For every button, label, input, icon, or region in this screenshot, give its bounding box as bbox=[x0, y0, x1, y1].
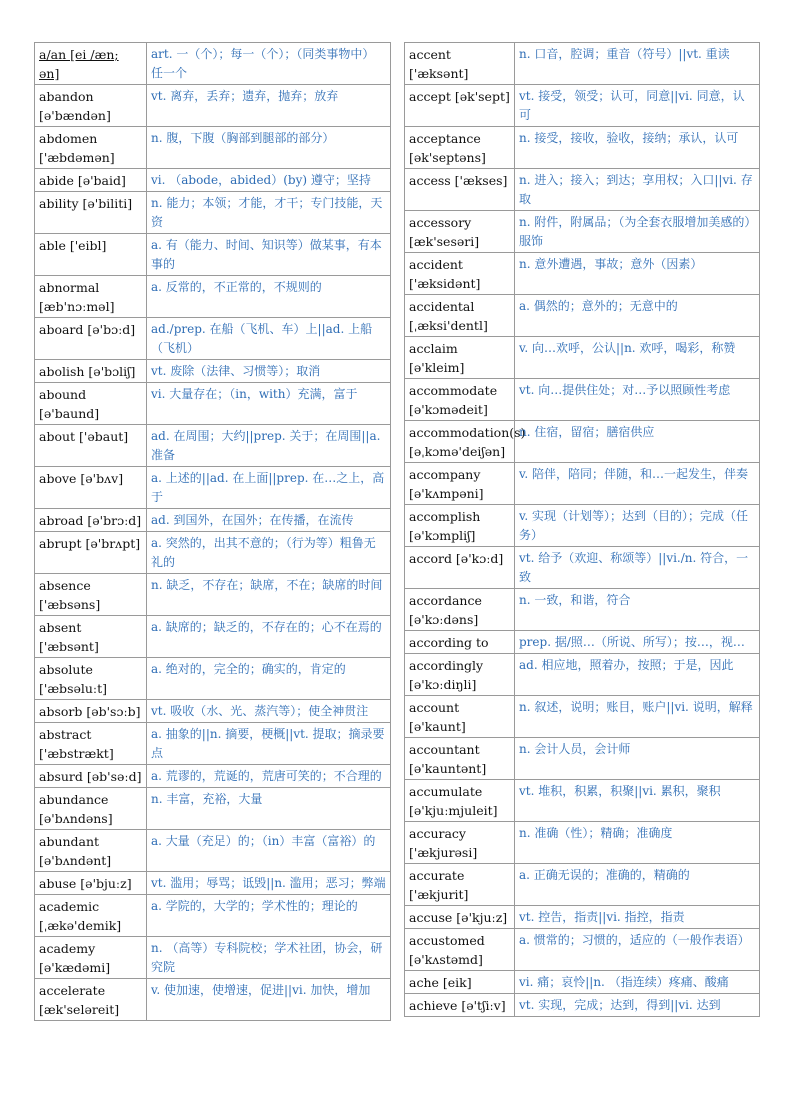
vocab-definition: vt. 堆积，积累，积聚||vi. 累积，聚积 bbox=[515, 780, 760, 822]
vocab-definition: ad. 相应地，照着办，按照；于是，因此 bbox=[515, 654, 760, 696]
vocab-word: absent ['æbsənt] bbox=[35, 616, 147, 658]
vocab-row bbox=[405, 994, 760, 1017]
vocab-definition: prep. 据/照…（所说、所写）；按…，视… bbox=[515, 631, 760, 654]
vocab-definition: vt. 控告，指责||vi. 指控，指责 bbox=[515, 906, 760, 929]
vocab-definition: a. 突然的，出其不意的；（行为等）粗鲁无礼的 bbox=[147, 532, 391, 574]
vocab-word: acceptance [ək'septəns] bbox=[405, 127, 515, 169]
vocab-row bbox=[405, 421, 760, 463]
vocab-definition: n. 准确（性）；精确；准确度 bbox=[515, 822, 760, 864]
vocab-row bbox=[405, 295, 760, 337]
vocab-word: absolute ['æbsəluːt] bbox=[35, 658, 147, 700]
vocab-word: accountant [ə'kauntənt] bbox=[405, 738, 515, 780]
vocab-definition: vt. 实现，完成；达到，得到||vi. 达到 bbox=[515, 994, 760, 1017]
vocab-definition: n. 叙述，说明；账目，账户||vi. 说明，解释 bbox=[515, 696, 760, 738]
vocab-row bbox=[405, 337, 760, 379]
vocab-row bbox=[405, 738, 760, 780]
vocab-word: abundant [ə'bʌndənt] bbox=[35, 830, 147, 872]
vocab-word: accuracy ['ækjurəsi] bbox=[405, 822, 515, 864]
vocab-word: abuse [ə'bjuːz] bbox=[35, 872, 147, 895]
vocab-word: accomplish [ə'kɔmpliʃ] bbox=[405, 505, 515, 547]
vocab-row bbox=[405, 379, 760, 421]
vocab-definition: a. 抽象的||n. 摘要，梗概||vt. 提取；摘录要点 bbox=[147, 723, 391, 765]
vocab-word: able ['eibl] bbox=[35, 234, 147, 276]
vocab-row bbox=[405, 906, 760, 929]
vocab-definition: n. 丰富，充裕，大量 bbox=[147, 788, 391, 830]
vocab-row bbox=[35, 765, 391, 788]
vocab-word: accumulate [ə'kjuːmjuleit] bbox=[405, 780, 515, 822]
vocab-word: account [ə'kaunt] bbox=[405, 696, 515, 738]
vocab-definition: a. 正确无误的；准确的，精确的 bbox=[515, 864, 760, 906]
vocab-definition: vi. （abode，abided）(by) 遵守；坚持 bbox=[147, 169, 391, 192]
vocab-word: abundance [ə'bʌndəns] bbox=[35, 788, 147, 830]
vocab-row bbox=[405, 547, 760, 589]
vocab-row bbox=[35, 616, 391, 658]
vocab-definition: n. （高等）专科院校；学术社团，协会，研究院 bbox=[147, 937, 391, 979]
vocab-word: accidental [ˌæksi'dentl] bbox=[405, 295, 515, 337]
vocab-definition: n. 腹，下腹（胸部到腿部的部分） bbox=[147, 127, 391, 169]
vocab-definition: a. 绝对的，完全的；确实的，肯定的 bbox=[147, 658, 391, 700]
vocab-row bbox=[35, 234, 391, 276]
vocab-word: absence ['æbsəns] bbox=[35, 574, 147, 616]
vocab-word: absorb [əb'sɔːb] bbox=[35, 700, 147, 723]
vocab-row bbox=[405, 864, 760, 906]
vocab-word: accordingly [ə'kɔːdiŋli] bbox=[405, 654, 515, 696]
vocab-row bbox=[35, 425, 391, 467]
vocab-word: accident ['æksidənt] bbox=[405, 253, 515, 295]
vocab-definition: n. 进入；接入；到达；享用权；入口||vi. 存取 bbox=[515, 169, 760, 211]
vocab-definition: a. 上述的||ad. 在上面||prep. 在…之上，高于 bbox=[147, 467, 391, 509]
vocab-definition: n. 口音，腔调；重音（符号）||vt. 重读 bbox=[515, 43, 760, 85]
vocab-definition: v. 陪伴，陪同；伴随，和…一起发生，伴奏 bbox=[515, 463, 760, 505]
vocab-row bbox=[405, 822, 760, 864]
vocab-row bbox=[35, 85, 391, 127]
vocab-word: absurd [əb'səːd] bbox=[35, 765, 147, 788]
vocab-row bbox=[405, 85, 760, 127]
vocabulary-table-right bbox=[404, 42, 760, 1017]
vocab-definition: n. 接受，接收，验收，接纳；承认，认可 bbox=[515, 127, 760, 169]
vocabulary-table-left-body bbox=[35, 43, 391, 1021]
vocab-row bbox=[35, 532, 391, 574]
vocab-definition: ad. 在周围；大约||prep. 关于；在周围||a. 准备 bbox=[147, 425, 391, 467]
vocab-row bbox=[405, 654, 760, 696]
vocab-word: a/an [ei /æn; ən] bbox=[35, 43, 147, 85]
vocab-row bbox=[35, 872, 391, 895]
vocab-definition: n. 住宿，留宿；膳宿供应 bbox=[515, 421, 760, 463]
vocab-word: ache [eik] bbox=[405, 971, 515, 994]
vocab-word: aboard [ə'bɔːd] bbox=[35, 318, 147, 360]
vocab-word: achieve [ə'tʃiːv] bbox=[405, 994, 515, 1017]
vocab-definition: a. 缺席的；缺乏的，不存在的；心不在焉的 bbox=[147, 616, 391, 658]
vocab-row bbox=[35, 360, 391, 383]
vocab-word: accuse [ə'kjuːz] bbox=[405, 906, 515, 929]
vocab-row bbox=[35, 830, 391, 872]
vocab-row bbox=[35, 276, 391, 318]
vocab-row bbox=[405, 253, 760, 295]
vocab-word: ability [ə'biliti] bbox=[35, 192, 147, 234]
vocab-row bbox=[405, 463, 760, 505]
vocab-definition: n. 缺乏，不存在；缺席，不在；缺席的时间 bbox=[147, 574, 391, 616]
vocab-definition: vt. 向…提供住处；对…予以照顾性考虑 bbox=[515, 379, 760, 421]
vocab-definition: vt. 滥用；辱骂；诋毁||n. 滥用；恶习；弊端 bbox=[147, 872, 391, 895]
vocab-row bbox=[35, 509, 391, 532]
vocab-definition: a. 学院的，大学的；学术性的；理论的 bbox=[147, 895, 391, 937]
vocab-row bbox=[35, 788, 391, 830]
vocab-row bbox=[35, 700, 391, 723]
vocab-definition: ad./prep. 在船（飞机、车）上||ad. 上船（飞机） bbox=[147, 318, 391, 360]
vocab-word: abdomen ['æbdəmən] bbox=[35, 127, 147, 169]
vocab-word: accordance [ə'kɔːdəns] bbox=[405, 589, 515, 631]
vocab-row bbox=[35, 895, 391, 937]
vocab-word: abound [ə'baund] bbox=[35, 383, 147, 425]
vocab-row bbox=[405, 43, 760, 85]
vocab-word: abstract ['æbstrækt] bbox=[35, 723, 147, 765]
vocab-word: abandon [ə'bændən] bbox=[35, 85, 147, 127]
vocab-word: accessory [æk'sesəri] bbox=[405, 211, 515, 253]
vocab-row bbox=[35, 318, 391, 360]
vocab-row bbox=[35, 169, 391, 192]
vocab-word: accurate ['ækjurit] bbox=[405, 864, 515, 906]
vocab-definition: art. 一（个）；每一（个）；（同类事物中）任一个 bbox=[147, 43, 391, 85]
vocab-definition: a. 大量（充足）的；（in）丰富（富裕）的 bbox=[147, 830, 391, 872]
vocab-row bbox=[405, 631, 760, 654]
vocab-word: abroad [ə'brɔːd] bbox=[35, 509, 147, 532]
vocab-definition: n. 意外遭遇，事故；意外（因素） bbox=[515, 253, 760, 295]
vocab-definition: a. 偶然的；意外的；无意中的 bbox=[515, 295, 760, 337]
vocab-definition: vt. 废除（法律、习惯等）；取消 bbox=[147, 360, 391, 383]
vocab-row bbox=[405, 780, 760, 822]
vocab-word: acclaim [ə'kleim] bbox=[405, 337, 515, 379]
vocab-row bbox=[405, 505, 760, 547]
vocab-word: abrupt [ə'brʌpt] bbox=[35, 532, 147, 574]
vocab-row bbox=[405, 169, 760, 211]
vocab-definition: a. 有（能力、时间、知识等）做某事，有本事的 bbox=[147, 234, 391, 276]
vocab-definition: v. 使加速，使增速，促进||vi. 加快，增加 bbox=[147, 979, 391, 1021]
vocab-row bbox=[405, 589, 760, 631]
vocab-definition: vt. 吸收（水、光、蒸汽等）；使全神贯注 bbox=[147, 700, 391, 723]
vocab-word: abnormal [æb'nɔːməl] bbox=[35, 276, 147, 318]
vocab-word: abolish [ə'bɔliʃ] bbox=[35, 360, 147, 383]
vocab-definition: vi. 痛；哀怜||n. （指连续）疼痛、酸痛 bbox=[515, 971, 760, 994]
vocab-definition: n. 会计人员，会计师 bbox=[515, 738, 760, 780]
vocab-definition: a. 荒谬的，荒诞的，荒唐可笑的；不合理的 bbox=[147, 765, 391, 788]
vocab-word: accommodate [ə'kɔmədeit] bbox=[405, 379, 515, 421]
vocab-definition: v. 向…欢呼，公认||n. 欢呼，喝彩，称赞 bbox=[515, 337, 760, 379]
vocab-word: accord [ə'kɔːd] bbox=[405, 547, 515, 589]
vocab-word: accept [ək'sept] bbox=[405, 85, 515, 127]
vocab-row bbox=[35, 383, 391, 425]
vocab-word: academy [ə'kædəmi] bbox=[35, 937, 147, 979]
vocab-definition: ad. 到国外，在国外；在传播，在流传 bbox=[147, 509, 391, 532]
vocab-word: accustomed [ə'kʌstəmd] bbox=[405, 929, 515, 971]
vocab-word: accompany [ə'kʌmpəni] bbox=[405, 463, 515, 505]
vocab-definition: n. 一致，和谐，符合 bbox=[515, 589, 760, 631]
vocab-definition: a. 反常的，不正常的，不规则的 bbox=[147, 276, 391, 318]
vocab-row bbox=[405, 696, 760, 738]
vocab-row bbox=[405, 971, 760, 994]
vocab-row bbox=[35, 937, 391, 979]
vocab-definition: vi. 大量存在；（in，with）充满，富于 bbox=[147, 383, 391, 425]
vocabulary-table-left bbox=[34, 42, 391, 1021]
vocab-word: access ['ækses] bbox=[405, 169, 515, 211]
vocab-row bbox=[35, 574, 391, 616]
vocab-word: abide [ə'baid] bbox=[35, 169, 147, 192]
vocab-row bbox=[405, 211, 760, 253]
vocab-word: accelerate [æk'seləreit] bbox=[35, 979, 147, 1021]
vocab-definition: n. 附件，附属品；（为全套衣服增加美感的）服饰 bbox=[515, 211, 760, 253]
vocabulary-table-right-body bbox=[405, 43, 760, 1017]
vocab-row bbox=[35, 127, 391, 169]
vocab-row bbox=[35, 723, 391, 765]
vocab-definition: v. 实现（计划等）；达到（目的）；完成（任务） bbox=[515, 505, 760, 547]
vocab-word: academic [ˌækə'demik] bbox=[35, 895, 147, 937]
vocab-word: about ['əbaut] bbox=[35, 425, 147, 467]
vocab-definition: vt. 给予（欢迎、称颂等）||vi./n. 符合，一致 bbox=[515, 547, 760, 589]
vocab-row bbox=[35, 467, 391, 509]
vocab-definition: vt. 离弃，丢弃；遗弃，抛弃；放弃 bbox=[147, 85, 391, 127]
vocab-row bbox=[35, 43, 391, 85]
vocab-word: according to bbox=[405, 631, 515, 654]
vocab-definition: a. 惯常的；习惯的，适应的（一般作表语） bbox=[515, 929, 760, 971]
vocab-row bbox=[35, 192, 391, 234]
vocab-word: above [ə'bʌv] bbox=[35, 467, 147, 509]
vocab-row bbox=[405, 127, 760, 169]
vocab-row bbox=[35, 658, 391, 700]
vocab-row bbox=[35, 979, 391, 1021]
vocab-definition: n. 能力；本领；才能，才干；专门技能，天资 bbox=[147, 192, 391, 234]
vocab-word: accommodation(s) [əˌkɔmə'deiʃən] bbox=[405, 421, 515, 463]
vocab-definition: vt. 接受，领受；认可，同意||vi. 同意，认可 bbox=[515, 85, 760, 127]
vocab-row bbox=[405, 929, 760, 971]
vocab-word: accent ['æksənt] bbox=[405, 43, 515, 85]
